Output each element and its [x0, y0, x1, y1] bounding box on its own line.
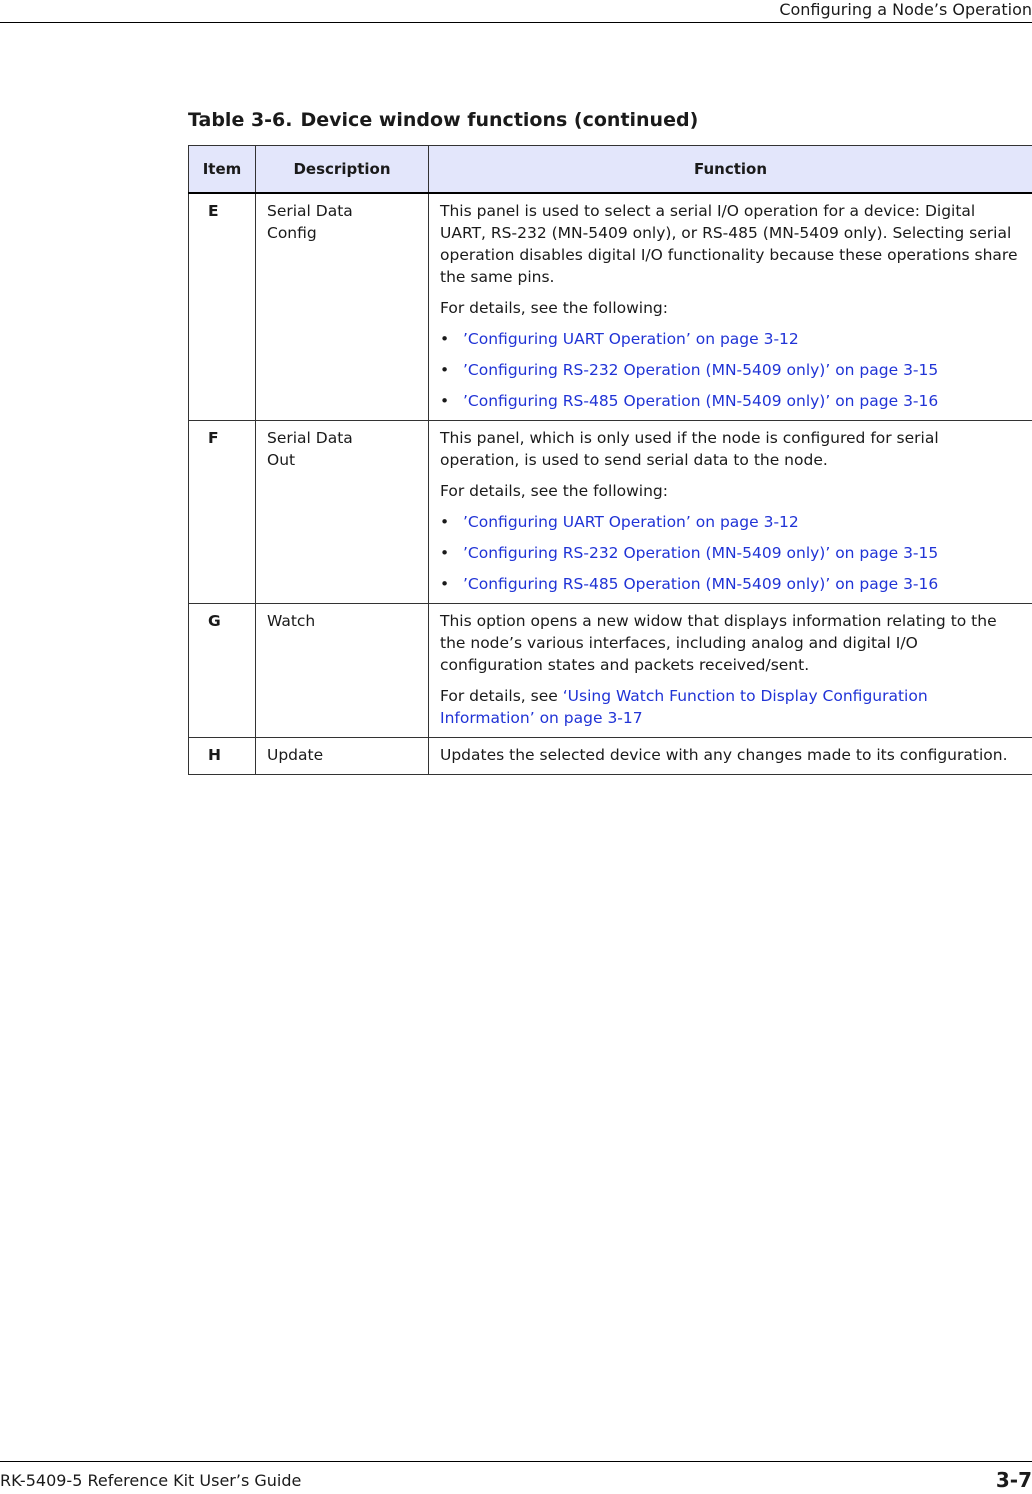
xref-link-rs232[interactable]: ’Configuring RS-232 Operation (MN-5409 only)’ on page 3-15	[463, 544, 938, 562]
description-line: Serial Data	[267, 427, 418, 449]
function-cell	[429, 604, 1032, 738]
running-footer	[0, 1461, 1032, 1494]
table-caption	[188, 108, 698, 132]
xref-link-rs485[interactable]: ’Configuring RS-485 Operation (MN-5409 only)’ on page 3-16	[463, 392, 938, 410]
page-number: 3-7	[996, 1469, 1032, 1491]
description-cell	[256, 193, 429, 421]
column-header-item: Item	[189, 146, 256, 194]
bullet-icon: •	[440, 573, 449, 595]
list-item	[440, 328, 1022, 350]
description-cell	[256, 421, 429, 604]
cross-reference-list	[440, 328, 1022, 412]
item-cell: E	[189, 193, 256, 421]
list-item	[440, 359, 1022, 381]
bullet-icon: •	[440, 328, 449, 350]
list-item	[440, 542, 1022, 564]
column-header-function: Function	[429, 146, 1032, 194]
description-line: Out	[267, 449, 418, 471]
function-text: This panel, which is only used if the node is configured for serial operation, is used to send serial data to the node.	[440, 427, 1022, 471]
function-cell	[429, 421, 1032, 604]
table-row-h	[189, 738, 1032, 775]
running-header	[0, 0, 1032, 23]
table-header-row	[189, 146, 1032, 194]
description-line: Serial Data	[267, 200, 418, 222]
bullet-icon: •	[440, 511, 449, 533]
xref-link-rs232[interactable]: ’Configuring RS-232 Operation (MN-5409 only)’ on page 3-15	[463, 361, 938, 379]
description-cell: Watch	[256, 604, 429, 738]
item-cell: F	[189, 421, 256, 604]
function-text: This option opens a new widow that displays information relating to the the node’s various interfaces, including analog and digital I/O configuration states and packets received/sent.	[440, 610, 1022, 676]
chapter-title: Configuring a Node’s Operation	[779, 0, 1032, 20]
table-caption-label: Table 3-6.	[188, 109, 293, 131]
list-item	[440, 390, 1022, 412]
function-cell	[429, 193, 1032, 421]
details-paragraph	[440, 685, 1022, 729]
details-prefix: For details, see	[440, 687, 563, 705]
function-cell	[429, 738, 1032, 775]
list-item	[440, 511, 1022, 533]
list-item	[440, 573, 1022, 595]
xref-link-watch-function[interactable]: ‘Using Watch Function to Display Configuration Information’ on page 3-17	[440, 687, 928, 727]
xref-link-rs485[interactable]: ’Configuring RS-485 Operation (MN-5409 only)’ on page 3-16	[463, 575, 938, 593]
function-text: Updates the selected device with any changes made to its configuration.	[440, 744, 1022, 766]
item-cell: G	[189, 604, 256, 738]
function-text: This panel is used to select a serial I/O operation for a device: Digital UART, RS-232 (MN-5409 only), or RS-485 (MN-5409 only). Selecting serial operation disables digital I/O functionality because these operations share the same pins.	[440, 200, 1022, 288]
bullet-icon: •	[440, 390, 449, 412]
column-header-description: Description	[256, 146, 429, 194]
item-cell: H	[189, 738, 256, 775]
table-caption-text: Device window functions (continued)	[301, 109, 699, 131]
bullet-icon: •	[440, 542, 449, 564]
xref-link-uart[interactable]: ’Configuring UART Operation’ on page 3-12	[463, 330, 799, 348]
table-row-f	[189, 421, 1032, 604]
table-row-g	[189, 604, 1032, 738]
cross-reference-list	[440, 511, 1022, 595]
details-intro: For details, see the following:	[440, 480, 1022, 502]
description-cell: Update	[256, 738, 429, 775]
details-intro: For details, see the following:	[440, 297, 1022, 319]
bullet-icon: •	[440, 359, 449, 381]
xref-link-uart[interactable]: ’Configuring UART Operation’ on page 3-12	[463, 513, 799, 531]
table-row-e	[189, 193, 1032, 421]
description-line: Config	[267, 222, 418, 244]
document-title: RK-5409-5 Reference Kit User’s Guide	[0, 1471, 301, 1491]
device-window-functions-table	[188, 145, 1032, 775]
